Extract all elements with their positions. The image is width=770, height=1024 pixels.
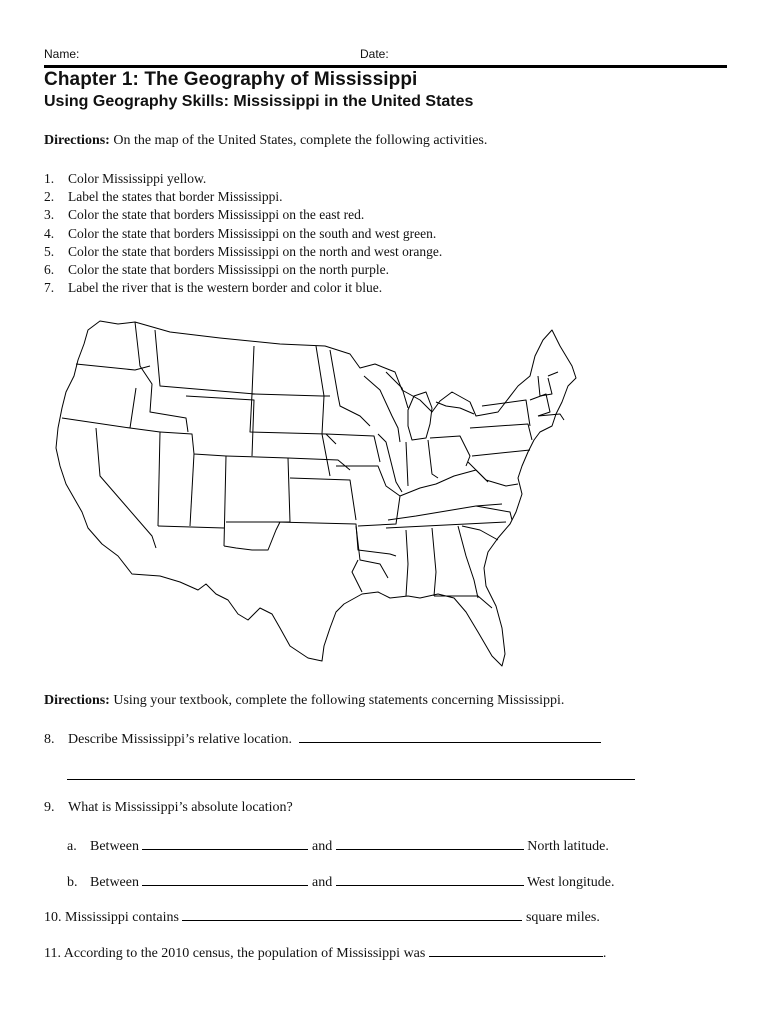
question-9a: a. Between and North latitude. xyxy=(67,836,609,855)
border-line xyxy=(458,526,478,598)
border-line xyxy=(468,462,518,486)
border-line xyxy=(276,522,396,556)
list-item: 7. Label the river that is the western border and color it blue. xyxy=(44,280,383,296)
directions-map xyxy=(44,133,487,149)
border-line xyxy=(476,506,512,520)
directions-label: Directions: xyxy=(44,133,110,148)
border-line xyxy=(386,522,506,528)
header-rule xyxy=(44,65,727,68)
border-line xyxy=(470,424,532,440)
question-10: 10. Mississippi contains square miles. xyxy=(44,907,600,926)
border-line xyxy=(336,466,400,526)
border-line xyxy=(326,434,380,462)
answer-blank[interactable] xyxy=(299,729,601,743)
list-item: 2. Label the states that border Mississippi. xyxy=(44,189,283,205)
border-line xyxy=(406,530,408,596)
border-line xyxy=(96,428,156,548)
list-item: 6. Color the state that borders Mississippi on the north purple. xyxy=(44,261,389,277)
us-outline-map xyxy=(40,316,600,681)
border-line xyxy=(352,560,362,592)
directions-textbook xyxy=(44,693,564,709)
border-line xyxy=(62,388,136,428)
answer-blank[interactable] xyxy=(182,907,522,921)
question-9: 9. What is Mississippi’s absolute location? xyxy=(44,800,293,815)
border-line xyxy=(406,442,408,486)
list-item: 5. Color the state that borders Mississippi on the north and west orange. xyxy=(44,243,443,259)
border-line xyxy=(224,522,280,550)
border-line xyxy=(330,350,370,426)
list-item: 3. Color the state that borders Mississippi on the east red. xyxy=(44,207,365,223)
michigan-lower xyxy=(408,392,432,440)
border-line xyxy=(290,478,356,520)
list-item: 4. Color the state that borders Mississippi on the south and west green. xyxy=(44,225,437,241)
border-line xyxy=(190,454,194,526)
date-label: Date: xyxy=(360,47,389,61)
border-line xyxy=(538,376,552,396)
border-line xyxy=(158,526,224,528)
name-label: Name: xyxy=(44,47,80,61)
border-line xyxy=(130,428,160,526)
directions-label: Directions: xyxy=(44,693,110,708)
border-line xyxy=(428,440,438,478)
border-line xyxy=(462,526,498,540)
answer-blank[interactable] xyxy=(429,943,603,957)
border-line xyxy=(378,434,402,492)
answer-blank[interactable] xyxy=(336,836,524,850)
page-subtitle: Using Geography Skills: Mississippi in the United States xyxy=(44,93,474,110)
answer-blank[interactable] xyxy=(336,872,524,886)
border-line xyxy=(482,400,530,426)
directions-text: Using your textbook, complete the following statements concerning Mississippi. xyxy=(113,693,565,708)
border-line xyxy=(432,528,436,596)
directions-text: On the map of the United States, complete the following activities. xyxy=(113,133,488,148)
border-line xyxy=(135,322,188,432)
answer-blank[interactable] xyxy=(142,872,308,886)
page-title: Chapter 1: The Geography of Mississippi xyxy=(44,69,418,90)
border-line xyxy=(288,458,350,470)
answer-blank[interactable] xyxy=(142,836,308,850)
question-8: 8. Describe Mississippi’s relative location. xyxy=(44,729,601,748)
border-line xyxy=(226,456,290,522)
border-line xyxy=(430,436,470,466)
border-line xyxy=(436,402,474,414)
border-line xyxy=(76,364,150,370)
border-line xyxy=(160,432,226,546)
us-border xyxy=(56,321,576,666)
border-line xyxy=(400,470,488,496)
activity-list xyxy=(44,170,442,297)
question-11: 11. According to the 2010 census, the population of Mississippi was . xyxy=(44,943,606,962)
border-line xyxy=(472,450,530,456)
question-9b: b. Between and West longitude. xyxy=(67,872,614,891)
border-line xyxy=(530,394,550,416)
border-line xyxy=(186,396,254,456)
border-line xyxy=(316,346,330,476)
border-line xyxy=(434,596,492,608)
border-line xyxy=(548,372,558,376)
answer-blank[interactable] xyxy=(67,766,635,780)
list-item: 1. Color Mississippi yellow. xyxy=(44,171,207,186)
border-line xyxy=(388,504,502,520)
border-line xyxy=(252,346,330,396)
border-line xyxy=(364,376,400,442)
